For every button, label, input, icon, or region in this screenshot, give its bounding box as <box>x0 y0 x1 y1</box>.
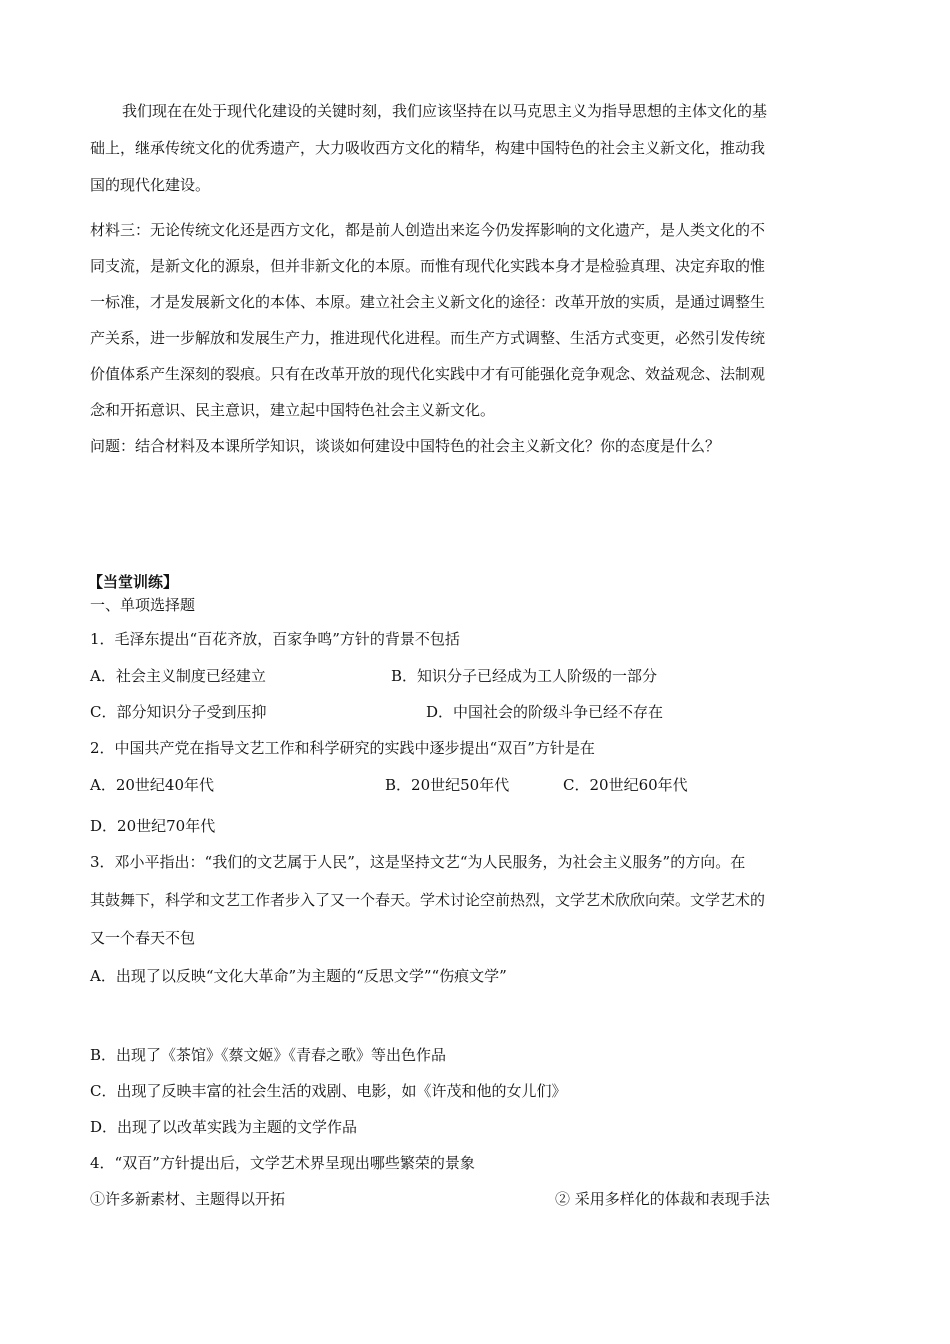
q4-stem: 4．“双百”方针提出后，文学艺术界呈现出哪些繁荣的景象 <box>90 1154 475 1172</box>
q3-option-b: B．出现了《茶馆》《蔡文姬》《青春之歌》等出色作品 <box>90 1046 447 1064</box>
q3-stem-line: 其鼓舞下，科学和文艺工作者步入了又一个春天。学术讨论空前热烈，文学艺术欣欣向荣。文学艺术的 <box>90 891 766 909</box>
q1-option-a: A．社会主义制度已经建立 <box>90 667 266 685</box>
q3-stem-line: 又一个春天不包 <box>90 929 196 947</box>
material-three-line: 一标准，才是发展新文化的本体、本原。建立社会主义新文化的途径：改革开放的实质，是通过调整生 <box>90 293 766 311</box>
q2-stem: 2．中国共产党在指导文艺工作和科学研究的实践中逐步提出“双百”方针是在 <box>90 739 595 757</box>
material-three-line: 材料三：无论传统文化还是西方文化，都是前人创造出来迄今仍发挥影响的文化遗产，是人类文化的不 <box>90 221 766 239</box>
q3-option-d: D．出现了以改革实践为主题的文学作品 <box>90 1118 358 1136</box>
section-heading: 【当堂训练】 <box>88 573 179 591</box>
q2-option-a: A．20世纪40年代 <box>90 776 215 794</box>
material-three-line: 价值体系产生深刻的裂痕。只有在改革开放的现代化实践中才有可能强化竞争观念、效益观念、法制观 <box>90 365 766 383</box>
q4-option-2: ② 采用多样化的体裁和表现手法 <box>555 1190 770 1208</box>
material-line: 我们现在在处于现代化建设的关键时刻，我们应该坚持在以马克思主义为指导思想的主体文化的基 <box>122 102 768 120</box>
q3-option-c: C．出现了反映丰富的社会生活的戏剧、电影，如《许茂和他的女儿们》 <box>90 1082 567 1100</box>
section-subheading: 一、单项选择题 <box>90 596 196 614</box>
q1-option-d: D．中国社会的阶级斗争已经不存在 <box>426 703 664 721</box>
q2-option-d: D．20世纪70年代 <box>90 817 216 835</box>
q1-stem: 1．毛泽东提出“百花齐放，百家争鸣”方针的背景不包括 <box>90 630 460 648</box>
material-line: 国的现代化建设。 <box>90 176 211 194</box>
question-line: 问题：结合材料及本课所学知识，谈谈如何建设中国特色的社会主义新文化？你的态度是什么？ <box>90 437 721 455</box>
q1-option-c: C．部分知识分子受到压抑 <box>90 703 267 721</box>
q3-stem-line: 3．邓小平指出：“我们的文艺属于人民”，这是坚持文艺“为人民服务，为社会主义服务”的方向。在 <box>90 853 746 871</box>
q1-option-b: B．知识分子已经成为工人阶级的一部分 <box>391 667 658 685</box>
q4-option-1: ①许多新素材、主题得以开拓 <box>90 1190 286 1208</box>
q2-option-c: C．20世纪60年代 <box>563 776 688 794</box>
material-three-line: 同支流，是新文化的源泉，但并非新文化的本原。而惟有现代化实践本身才是检验真理、决定弃取的惟 <box>90 257 766 275</box>
q3-option-a: A．出现了以反映“文化大革命”为主题的“反思文学”“伤痕文学” <box>90 967 507 985</box>
q2-option-b: B．20世纪50年代 <box>385 776 510 794</box>
material-three-line: 念和开拓意识、民主意识，建立起中国特色社会主义新文化。 <box>90 401 496 419</box>
material-line: 础上，继承传统文化的优秀遗产，大力吸收西方文化的精华，构建中国特色的社会主义新文化，推动我 <box>90 139 766 157</box>
material-three-line: 产关系，进一步解放和发展生产力，推进现代化进程。而生产方式调整、生活方式变更，必然引发传统 <box>90 329 766 347</box>
